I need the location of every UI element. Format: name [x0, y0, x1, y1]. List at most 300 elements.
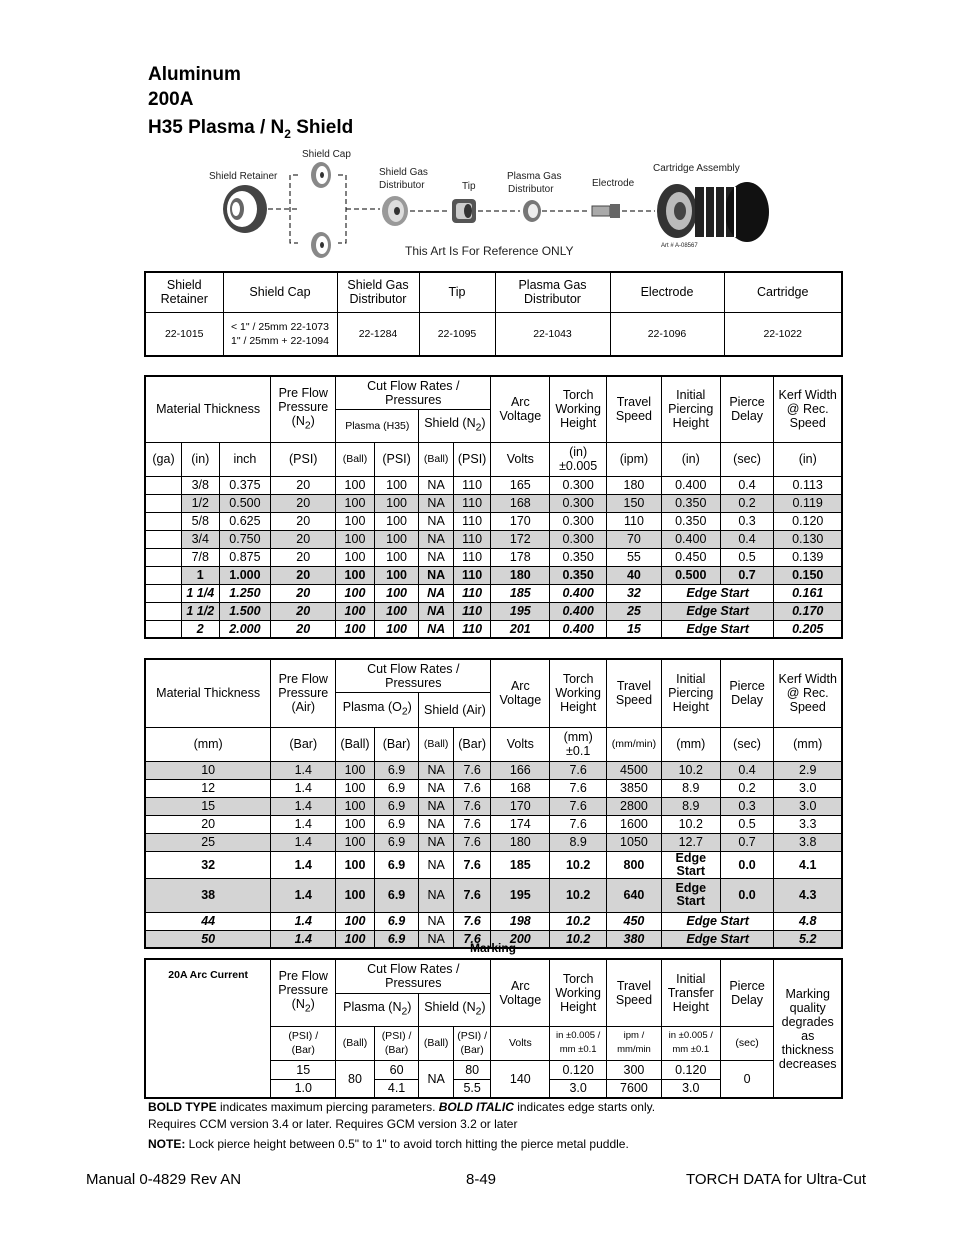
table-cell: NA — [419, 620, 453, 638]
table-cell: 1.000 — [219, 566, 271, 584]
table-cell: 7.6 — [453, 779, 491, 797]
table-cell: 20 — [271, 494, 336, 512]
table-cell — [145, 620, 182, 638]
tip-shape — [452, 199, 476, 223]
t2-unit: (Bar) — [453, 727, 491, 761]
table-cell: 100 — [374, 584, 419, 602]
table-cell: 0.2 — [720, 779, 774, 797]
table-cell: 150 — [607, 494, 662, 512]
table-row — [145, 797, 842, 815]
part-tip: 22-1095 — [419, 312, 495, 356]
table-cell: 55 — [607, 548, 662, 566]
table-cell: 6.9 — [374, 779, 419, 797]
footnote-versions: Requires CCM version 3.4 or later. Requires GCM version 3.2 or later — [148, 1117, 518, 1131]
table-row — [145, 548, 842, 566]
t3-r1-torch: 0.120 — [550, 1060, 607, 1079]
plasma-gas-distributor-shape — [523, 200, 541, 222]
table-cell: 0.0 — [720, 878, 774, 912]
table-cell: 100 — [374, 530, 419, 548]
t3-h-marking: Marking quality degrades as thickness decreases — [774, 959, 842, 1098]
table-cell: 100 — [336, 761, 375, 779]
table-cell: 110 — [453, 530, 491, 548]
table-cell: 0.7 — [720, 833, 774, 851]
table-cell: 110 — [453, 602, 491, 620]
table-cell: NA — [419, 476, 453, 494]
table-cell: 2.9 — [774, 761, 842, 779]
table-cell: 0.0 — [720, 851, 774, 878]
parts-header-cartridge: Cartridge — [724, 272, 842, 312]
t1-h-shield: Shield $(N_2)$ — [419, 409, 491, 442]
t3-h-plasma: Plasma $(N_2)$ — [336, 993, 419, 1026]
table-cell: 1.4 — [271, 833, 336, 851]
t1-h-material: Material Thickness — [145, 376, 271, 442]
table-cell: NA — [419, 512, 453, 530]
table-row — [145, 833, 842, 851]
t1-unit: (ga) — [145, 442, 182, 476]
table-cell: 174 — [491, 815, 550, 833]
table-row — [145, 779, 842, 797]
t3-r1-plasma: 60 — [374, 1060, 419, 1079]
t3-u-torch: in ±0.005 / mm ±0.1 — [550, 1026, 607, 1060]
table-cell: NA — [419, 833, 453, 851]
table-cell: 1.4 — [271, 761, 336, 779]
t2-h-torch: Torch Working Height — [550, 659, 607, 727]
t1-unit: Volts — [491, 442, 550, 476]
t2-unit: (Bar) — [271, 727, 336, 761]
table-cell: 0.170 — [774, 602, 842, 620]
t3-ball: 80 — [336, 1060, 375, 1098]
table-cell — [145, 476, 182, 494]
table-row — [145, 566, 842, 584]
table-row — [145, 530, 842, 548]
table-cell: 170 — [491, 512, 550, 530]
table-cell: NA — [419, 494, 453, 512]
t3-h-travel: Travel Speed — [607, 959, 662, 1026]
table-row — [145, 912, 842, 930]
parts-header-sgd: Shield Gas Distributor — [337, 272, 419, 312]
t2-unit: (Ball) — [419, 727, 453, 761]
shield-retainer-shape — [223, 185, 267, 233]
table-cell: 0.400 — [661, 530, 720, 548]
table-cell: Edge Start — [661, 912, 774, 930]
table-cell: 198 — [491, 912, 550, 930]
table-cell: 0.7 — [720, 566, 774, 584]
table-cell: 640 — [607, 878, 662, 912]
table-cell: 70 — [607, 530, 662, 548]
t1-h-kerf: Kerf Width @ Rec. Speed — [774, 376, 842, 442]
table-cell — [145, 566, 182, 584]
table-cell: 12.7 — [661, 833, 720, 851]
inch-cut-table — [144, 375, 843, 639]
parts-header-pgd: Plasma Gas Distributor — [495, 272, 610, 312]
table-cell: 800 — [607, 851, 662, 878]
t1-unit: (Ball) — [336, 442, 375, 476]
marking-label: Marking — [470, 941, 517, 955]
t1-h-plasma: Plasma (H35) — [336, 409, 419, 442]
table-cell: 1 1/2 — [182, 602, 220, 620]
table-cell: 6.9 — [374, 851, 419, 878]
table-cell: 110 — [453, 494, 491, 512]
table-cell: 6.9 — [374, 761, 419, 779]
t2-h-travel: Travel Speed — [607, 659, 662, 727]
table-cell: 10 — [145, 761, 271, 779]
t3-r2-travel: 7600 — [607, 1079, 662, 1098]
table-cell: 20 — [271, 584, 336, 602]
table-cell: 100 — [336, 476, 375, 494]
table-cell: 110 — [453, 476, 491, 494]
t3-r2-preflow: 1.0 — [271, 1079, 336, 1098]
table-cell: 7.6 — [453, 878, 491, 912]
t3-r2-shield: 5.5 — [453, 1079, 491, 1098]
table-cell: 0.350 — [550, 566, 607, 584]
table-cell: 20 — [145, 815, 271, 833]
footnote-bold-type: BOLD TYPE indicates maximum piercing parameters. BOLD ITALIC indicates edge starts only. — [148, 1100, 656, 1114]
table-cell: 5/8 — [182, 512, 220, 530]
table-cell: 100 — [336, 602, 375, 620]
t2-h-preflow: Pre Flow Pressure (Air) — [271, 659, 336, 727]
t1-h-initial: Initial Piercing Height — [661, 376, 720, 442]
torch-parts-diagram — [190, 145, 790, 263]
table-cell: 6.9 — [374, 833, 419, 851]
table-row — [145, 815, 842, 833]
table-cell: 0.350 — [661, 512, 720, 530]
table-cell: 100 — [336, 548, 375, 566]
table-cell: 1.4 — [271, 851, 336, 878]
table-cell: 0.350 — [661, 494, 720, 512]
table-cell: NA — [419, 602, 453, 620]
table-cell: 0.4 — [720, 530, 774, 548]
table-cell: 32 — [607, 584, 662, 602]
cartridge-assembly-shape — [657, 182, 769, 242]
table-cell — [145, 512, 182, 530]
table-cell: 100 — [336, 620, 375, 638]
part-cap: < 1" / 25mm 22-1073 1" / 25mm + 22-1094 — [223, 312, 337, 356]
t3-r1-initial: 0.120 — [661, 1060, 720, 1079]
table-cell: 165 — [491, 476, 550, 494]
table-cell: Edge Start — [661, 930, 774, 948]
table-cell: Edge Start — [661, 851, 720, 878]
table-cell: 100 — [336, 512, 375, 530]
table-cell: Edge Start — [661, 620, 774, 638]
table-cell: 6.9 — [374, 878, 419, 912]
table-row — [145, 584, 842, 602]
page-title-gases: H35 Plasma / $N_2$ Shield — [148, 117, 354, 141]
table-cell: 0.400 — [550, 620, 607, 638]
table-cell: 100 — [336, 930, 375, 948]
table-cell: 38 — [145, 878, 271, 912]
table-cell: 1.4 — [271, 779, 336, 797]
t2-h-initial: Initial Piercing Height — [661, 659, 720, 727]
table-cell: NA — [419, 815, 453, 833]
t1-unit: (sec) — [720, 442, 774, 476]
t1-unit: (in) ±0.005 — [550, 442, 607, 476]
t3-u-plasma: (PSI) / (Bar) — [374, 1026, 419, 1060]
t3-h-pierce: Pierce Delay — [720, 959, 774, 1026]
parts-header-electrode: Electrode — [610, 272, 724, 312]
table-cell: 0.113 — [774, 476, 842, 494]
t3-h-cutflow: Cut Flow Rates / Pressures — [336, 959, 491, 993]
table-cell: NA — [419, 779, 453, 797]
table-cell: 1/2 — [182, 494, 220, 512]
table-cell: NA — [419, 530, 453, 548]
label-tip: Tip — [462, 181, 476, 192]
table-cell: 0.375 — [219, 476, 271, 494]
parts-table — [144, 271, 843, 357]
table-cell: 8.9 — [661, 779, 720, 797]
table-cell: 1 — [182, 566, 220, 584]
table-cell: 0.400 — [550, 584, 607, 602]
table-cell: 1600 — [607, 815, 662, 833]
table-cell: 100 — [336, 566, 375, 584]
t1-h-arc: Arc Voltage — [491, 376, 550, 442]
table-cell: 0.3 — [720, 797, 774, 815]
table-cell: 100 — [336, 797, 375, 815]
table-cell: 0.500 — [219, 494, 271, 512]
t3-h-initial: Initial Transfer Height — [661, 959, 720, 1026]
table-cell: 7.6 — [453, 851, 491, 878]
table-cell: 3.8 — [774, 833, 842, 851]
table-cell: 20 — [271, 512, 336, 530]
table-cell: 10.2 — [550, 878, 607, 912]
table-cell: 168 — [491, 494, 550, 512]
table-row — [145, 512, 842, 530]
table-cell: 110 — [453, 584, 491, 602]
table-row — [145, 476, 842, 494]
label-pgd-1: Plasma Gas — [507, 171, 562, 182]
table-cell: 100 — [336, 584, 375, 602]
table-cell: NA — [419, 878, 453, 912]
table-cell: 10.2 — [661, 761, 720, 779]
t3-na: NA — [419, 1060, 453, 1098]
table-cell: 44 — [145, 912, 271, 930]
table-cell: 100 — [336, 530, 375, 548]
label-pgd-2: Distributor — [508, 184, 554, 195]
table-cell: 100 — [336, 851, 375, 878]
t1-unit: (PSI) — [374, 442, 419, 476]
table-cell: 100 — [374, 512, 419, 530]
metric-cut-table — [144, 658, 843, 949]
table-cell: 100 — [336, 815, 375, 833]
table-cell: 178 — [491, 548, 550, 566]
shield-cap-bottom — [311, 232, 331, 258]
t2-h-material: Material Thickness — [145, 659, 271, 727]
table-cell: 110 — [453, 548, 491, 566]
t1-unit: inch — [219, 442, 271, 476]
t3-u-sec: (sec) — [720, 1026, 774, 1060]
t1-unit: (PSI) — [271, 442, 336, 476]
table-row — [145, 761, 842, 779]
table-cell: 7.6 — [453, 761, 491, 779]
t3-h-arc: Arc Voltage — [491, 959, 550, 1026]
table-cell: 100 — [374, 548, 419, 566]
t3-r2-torch: 3.0 — [550, 1079, 607, 1098]
table-cell: 2.000 — [219, 620, 271, 638]
table-cell: Edge Start — [661, 602, 774, 620]
table-cell: 185 — [491, 584, 550, 602]
table-cell: 12 — [145, 779, 271, 797]
t2-h-shield: Shield (Air) — [419, 692, 491, 727]
table-cell: 32 — [145, 851, 271, 878]
t1-unit: (ipm) — [607, 442, 662, 476]
table-cell: 0.3 — [720, 512, 774, 530]
table-cell: 3/8 — [182, 476, 220, 494]
table-cell: 0.161 — [774, 584, 842, 602]
table-cell: 20 — [271, 566, 336, 584]
part-retainer: 22-1015 — [145, 312, 223, 356]
table-cell: 6.9 — [374, 797, 419, 815]
t1-h-pierce: Pierce Delay — [720, 376, 774, 442]
shield-cap-top — [311, 162, 331, 188]
table-cell: 20 — [271, 548, 336, 566]
table-cell: 2 — [182, 620, 220, 638]
t2-unit: (Bar) — [374, 727, 419, 761]
t3-u-ball1: (Ball) — [336, 1026, 375, 1060]
t3-r2-plasma: 4.1 — [374, 1079, 419, 1098]
table-row — [145, 602, 842, 620]
table-cell: 0.5 — [720, 548, 774, 566]
table-cell: 7/8 — [182, 548, 220, 566]
t2-unit: (mm) — [774, 727, 842, 761]
table-cell: 0.4 — [720, 761, 774, 779]
t3-h-shield: Shield $(N_2)$ — [419, 993, 491, 1026]
t3-label: 20A Arc Current — [145, 959, 271, 1098]
t1-unit: (in) — [774, 442, 842, 476]
table-cell: 6.9 — [374, 912, 419, 930]
t2-unit: (sec) — [720, 727, 774, 761]
t3-u-initial: in ±0.005 / mm ±0.1 — [661, 1026, 720, 1060]
t3-r1-shield: 80 — [453, 1060, 491, 1079]
table-row — [145, 851, 842, 878]
table-cell: 100 — [336, 912, 375, 930]
table-cell: 0.450 — [661, 548, 720, 566]
table-cell: 10.2 — [550, 930, 607, 948]
t1-unit: (Ball) — [419, 442, 453, 476]
footer-section: TORCH DATA for Ultra-Cut — [685, 1171, 866, 1188]
table-cell: 4.1 — [774, 851, 842, 878]
table-cell: 6.9 — [374, 815, 419, 833]
table-cell: 0.500 — [661, 566, 720, 584]
table-cell: 4.3 — [774, 878, 842, 912]
table-cell: 7.6 — [453, 815, 491, 833]
t3-r1-preflow: 15 — [271, 1060, 336, 1079]
table-cell: 110 — [453, 512, 491, 530]
footnote-note: NOTE: Lock pierce height between 0.5" to 1" to avoid torch hitting the pierce metal puddle. — [148, 1137, 629, 1151]
footer-manual: Manual 0-4829 Rev AN — [86, 1171, 242, 1188]
table-cell: 6.9 — [374, 930, 419, 948]
table-cell: 7.6 — [453, 912, 491, 930]
table-cell: 200 — [491, 930, 550, 948]
table-cell: 0.119 — [774, 494, 842, 512]
table-cell: 20 — [271, 602, 336, 620]
table-cell: 4.8 — [774, 912, 842, 930]
t2-unit: (mm) — [661, 727, 720, 761]
table-cell — [145, 548, 182, 566]
table-cell: 20 — [271, 530, 336, 548]
table-cell: 170 — [491, 797, 550, 815]
table-cell: 172 — [491, 530, 550, 548]
table-cell: 3.0 — [774, 797, 842, 815]
table-cell: 3850 — [607, 779, 662, 797]
table-cell: 100 — [336, 779, 375, 797]
t1-unit: (in) — [661, 442, 720, 476]
table-cell: 0.4 — [720, 476, 774, 494]
table-row — [145, 494, 842, 512]
table-cell: 0.350 — [550, 548, 607, 566]
t3-r1-travel: 300 — [607, 1060, 662, 1079]
table-cell: 10.2 — [550, 912, 607, 930]
table-cell: 0.2 — [720, 494, 774, 512]
table-cell: Edge Start — [661, 584, 774, 602]
table-cell: NA — [419, 584, 453, 602]
table-cell: 25 — [145, 833, 271, 851]
label-shield-retainer: Shield Retainer — [209, 171, 278, 182]
t3-u-volts: Volts — [491, 1026, 550, 1060]
t2-unit: (mm) ±0.1 — [550, 727, 607, 761]
table-cell: 180 — [491, 833, 550, 851]
part-sgd: 22-1284 — [337, 312, 419, 356]
table-cell: 1.500 — [219, 602, 271, 620]
page-title-material: Aluminum — [148, 64, 241, 85]
table-cell: 110 — [453, 620, 491, 638]
t3-u-travel: ipm / mm/min — [607, 1026, 662, 1060]
table-cell: 4500 — [607, 761, 662, 779]
table-cell: 1.250 — [219, 584, 271, 602]
t3-h-torch: Torch Working Height — [550, 959, 607, 1026]
table-cell: 7.6 — [550, 797, 607, 815]
table-cell: 7.6 — [550, 815, 607, 833]
table-cell — [145, 494, 182, 512]
table-cell: 8.9 — [550, 833, 607, 851]
label-electrode: Electrode — [592, 178, 635, 189]
table-cell: 1.4 — [271, 878, 336, 912]
table-cell: 0.625 — [219, 512, 271, 530]
table-cell: 100 — [374, 620, 419, 638]
table-row — [145, 620, 842, 638]
t1-unit: (in) — [182, 442, 220, 476]
table-cell: 0.205 — [774, 620, 842, 638]
table-cell: NA — [419, 912, 453, 930]
t3-h-preflow: Pre Flow Pressure $(N_2)$ — [271, 959, 336, 1026]
footer-page-number: 8-49 — [466, 1171, 497, 1188]
table-cell: 40 — [607, 566, 662, 584]
t2-h-cutflow: Cut Flow Rates / Pressures — [336, 659, 491, 692]
t2-h-plasma: Plasma $(O_2)$ — [336, 692, 419, 727]
table-cell: 0.875 — [219, 548, 271, 566]
table-cell — [145, 602, 182, 620]
table-cell: 3.3 — [774, 815, 842, 833]
table-cell: 0.750 — [219, 530, 271, 548]
t1-h-cutflow: Cut Flow Rates / Pressures — [336, 376, 491, 409]
table-cell: 100 — [374, 566, 419, 584]
t3-arc: 140 — [491, 1060, 550, 1098]
label-sgd-2: Distributor — [379, 180, 425, 191]
table-cell: 15 — [607, 620, 662, 638]
table-cell: 7.6 — [453, 797, 491, 815]
table-cell: 15 — [145, 797, 271, 815]
t2-h-pierce: Pierce Delay — [720, 659, 774, 727]
table-cell: 450 — [607, 912, 662, 930]
table-cell: 195 — [491, 878, 550, 912]
parts-header-retainer: Shield Retainer — [145, 272, 223, 312]
t3-u-ball2: (Ball) — [419, 1026, 453, 1060]
table-cell: 1.4 — [271, 930, 336, 948]
table-cell: 110 — [453, 566, 491, 584]
table-cell: 0.5 — [720, 815, 774, 833]
table-cell: Edge Start — [661, 878, 720, 912]
table-cell: 180 — [607, 476, 662, 494]
label-art-number: Art # A-08567 — [661, 243, 698, 249]
t2-unit: (Ball) — [336, 727, 375, 761]
